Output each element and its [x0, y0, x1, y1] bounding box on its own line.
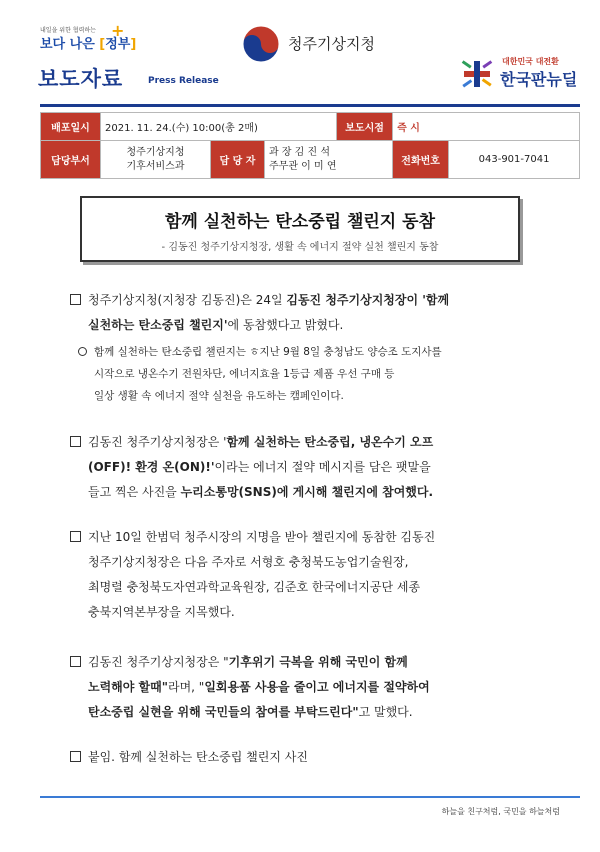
- p4-line2-b: 라며, ": [167, 680, 205, 694]
- department-value: [101, 141, 211, 179]
- p4-line2-c: 일회용품 사용을 줄이고 에너지를 절약하여: [204, 680, 430, 694]
- new-deal-title: 한국판뉴딜: [500, 70, 578, 89]
- s1-line1: 함께 실천하는 탄소중립 챌린지는 ㅎ지난 9월 8일 충청남도 양승조 도지사를: [94, 346, 442, 358]
- release-date-label: 배포일시: [41, 113, 101, 141]
- phone-label: 전화번호: [393, 141, 449, 179]
- department-line-1: 청주기상지청: [126, 146, 185, 158]
- p4-line1-a: 김동진 청주기상지청장은 ": [88, 655, 229, 669]
- gov-slogan-bracket: [: [99, 37, 106, 52]
- square-bullet-icon: [70, 294, 81, 305]
- p2-line3-b: 누리소통망(SNS)에 게시해 챌린지에 참여했다.: [180, 485, 434, 499]
- gov-slogan-small: 내일을 위한 협력하는: [40, 27, 96, 34]
- header-divider: [40, 104, 580, 107]
- release-date-value: 2021. 11. 24.(수) 10:00(총 2매): [101, 113, 337, 141]
- headline-title: 함께 실천하는 탄소중립 챌린지 동참: [164, 212, 435, 232]
- p3-line3: 최명렬 충청북도자연과학교육원장, 김준호 한국에너지공단 세종: [88, 580, 421, 594]
- square-bullet-icon: [70, 656, 81, 667]
- gov-slogan-bracket-close: ]: [130, 37, 137, 52]
- p1-line2-a: 실천하는 탄소중립 챌린지': [88, 318, 228, 332]
- department-label: 담당부서: [41, 141, 101, 179]
- p4-line3-b: 고 말했다.: [358, 705, 413, 719]
- department-line-2: 기후서비스과: [126, 160, 185, 172]
- square-bullet-icon: [70, 436, 81, 447]
- p3-line1: 지난 10일 한범덕 청주시장의 지명을 받아 챌린지에 동참한 김동진: [88, 530, 436, 544]
- p2-line2-b: 이라는 에너지 절약 메시지를 담은 팻말을: [214, 460, 431, 474]
- contact-person-label: 담 당 자: [211, 141, 265, 179]
- attachment-note: 붙임. 함께 실천하는 탄소중립 챌린지 사진: [88, 750, 308, 764]
- p1-line1-a: 청주기상지청(지청장 김동진)은 24일: [88, 293, 287, 307]
- p4-line2-a: 노력해야 할때": [88, 680, 168, 694]
- circle-bullet-icon: [78, 347, 87, 356]
- taegeuk-logo-icon: [241, 24, 281, 64]
- square-bullet-icon: [70, 751, 81, 762]
- gov-slogan-part2: 정부: [105, 37, 131, 52]
- p2-line1-b: 함께 실천하는 탄소중립, 냉온수기 오프: [226, 435, 434, 449]
- p2-line2-a: (OFF)! 환경 온(ON)!': [88, 460, 215, 474]
- embargo-value: 즉 시: [393, 113, 580, 141]
- gov-slogan-part1: 보다 나은: [40, 37, 100, 52]
- footer-divider: [40, 796, 580, 798]
- s1-line2: 시작으로 냉온수기 전원차단, 에너지효율 1등급 제품 우선 구매 등: [94, 368, 395, 380]
- p1-line1-b: 김동진 청주기상지청장이 '함께: [286, 293, 450, 307]
- contact-person-value: [265, 141, 393, 179]
- p1-line2-b: 에 동참했다고 밝혔다.: [227, 318, 344, 332]
- release-info-table: [40, 112, 580, 179]
- s1-line3: 일상 생활 속 에너지 절약 실천을 유도하는 캠페인이다.: [94, 390, 344, 402]
- headline-subtitle: - 김동진 청주기상지청장, 생활 속 에너지 절약 실천 챌린지 동참: [161, 242, 439, 253]
- headline-box: [80, 196, 520, 262]
- p3-line4: 충북지역본부장을 지목했다.: [88, 605, 235, 619]
- square-bullet-icon: [70, 531, 81, 542]
- agency-name: 청주기상지청: [288, 35, 375, 53]
- p4-line1-b: 기후위기 극복을 위해 국민이 함께: [228, 655, 408, 669]
- p2-line1-a: 김동진 청주기상지청장은 ': [88, 435, 227, 449]
- embargo-label: 보도시점: [337, 113, 393, 141]
- korean-new-deal-logo-icon: [460, 57, 494, 91]
- contact-person-line-2: 주무관 이 미 연: [269, 160, 337, 172]
- contact-person-line-1: 과 장 김 진 석: [269, 146, 331, 158]
- press-release-subtitle: Press Release: [148, 76, 219, 86]
- p4-line3-a: 탄소중립 실현을 위해 국민들의 참여를 부탁드린다": [88, 705, 359, 719]
- p2-line3-a: 들고 찍은 사진을: [88, 485, 181, 499]
- plus-icon: +: [111, 21, 125, 40]
- page-header: [0, 0, 600, 100]
- footer-slogan: 하늘을 친구처럼, 국민을 하늘처럼: [441, 807, 560, 816]
- phone-value: 043-901-7041: [449, 141, 580, 179]
- press-release-title: 보도자료: [38, 67, 124, 91]
- p3-line2: 청주기상지청장은 다음 주자로 서형호 충청북도농업기술원장,: [88, 555, 409, 569]
- new-deal-tagline: 대한민국 대전환: [502, 57, 559, 66]
